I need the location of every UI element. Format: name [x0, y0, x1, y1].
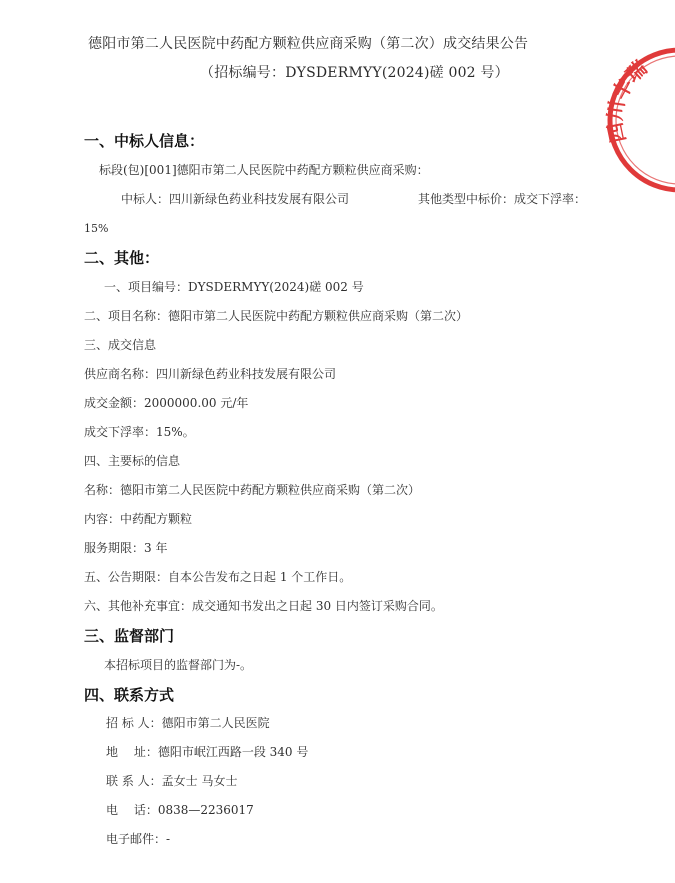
main-subject-heading: 四、主要标的信息	[84, 454, 181, 468]
supervision-department: 本招标项目的监督部门为-。	[104, 658, 253, 672]
svg-text:四川丰瑞	[602, 56, 651, 145]
deal-amount: 成交金额：2000000.00 元/年	[84, 396, 249, 410]
deal-info-heading: 三、成交信息	[84, 338, 157, 352]
supplementary-matters: 六、其他补充事宜：成交通知书发出之日起 30 日内签订采购合同。	[84, 599, 443, 613]
contact-phone: 电 话：0838—2236017	[106, 803, 254, 817]
winning-price-value: 15%	[84, 222, 109, 235]
subject-name: 名称：德阳市第二人民医院中药配方颗粒供应商采购（第二次）	[84, 483, 421, 497]
section-heading-winner: 一、中标人信息：	[84, 132, 205, 150]
announcement-period: 五、公告期限：自本公告发布之日起 1 个工作日。	[84, 570, 352, 584]
document-title: 德阳市第二人民医院中药配方颗粒供应商采购（第二次）成交结果公告	[88, 36, 529, 52]
project-number: 一、项目编号：DYSDERMYY(2024)磋 002 号	[104, 280, 364, 294]
contact-person: 联 系 人：孟女士 马女士	[106, 774, 238, 788]
contact-address: 地 址：德阳市岷江西路一段 340 号	[106, 745, 309, 759]
winner-name: 中标人：四川新绿色药业科技发展有限公司	[121, 192, 350, 206]
section-heading-other: 二、其他：	[84, 249, 160, 267]
section-heading-supervision: 三、监督部门	[84, 627, 175, 645]
winning-price-label: 其他类型中标价：成交下浮率：	[418, 192, 587, 206]
supplier-name: 供应商名称：四川新绿色药业科技发展有限公司	[84, 367, 337, 381]
lot-info: 标段(包)[001]德阳市第二人民医院中药配方颗粒供应商采购：	[99, 163, 429, 177]
subject-content: 内容：中药配方颗粒	[84, 512, 193, 526]
company-seal	[600, 40, 675, 200]
project-name: 二、项目名称：德阳市第二人民医院中药配方颗粒供应商采购（第二次）	[84, 309, 469, 323]
seal-text: 四川丰瑞	[602, 55, 652, 145]
discount-rate: 成交下浮率：15%。	[84, 425, 195, 439]
document-subtitle: （招标编号：DYSDERMYY(2024)磋 002 号）	[200, 65, 509, 81]
contact-tenderer: 招 标 人：德阳市第二人民医院	[106, 716, 270, 730]
service-period: 服务期限：3 年	[84, 541, 168, 555]
section-heading-contact: 四、联系方式	[84, 686, 175, 704]
contact-email: 电子邮件：-	[106, 832, 171, 846]
